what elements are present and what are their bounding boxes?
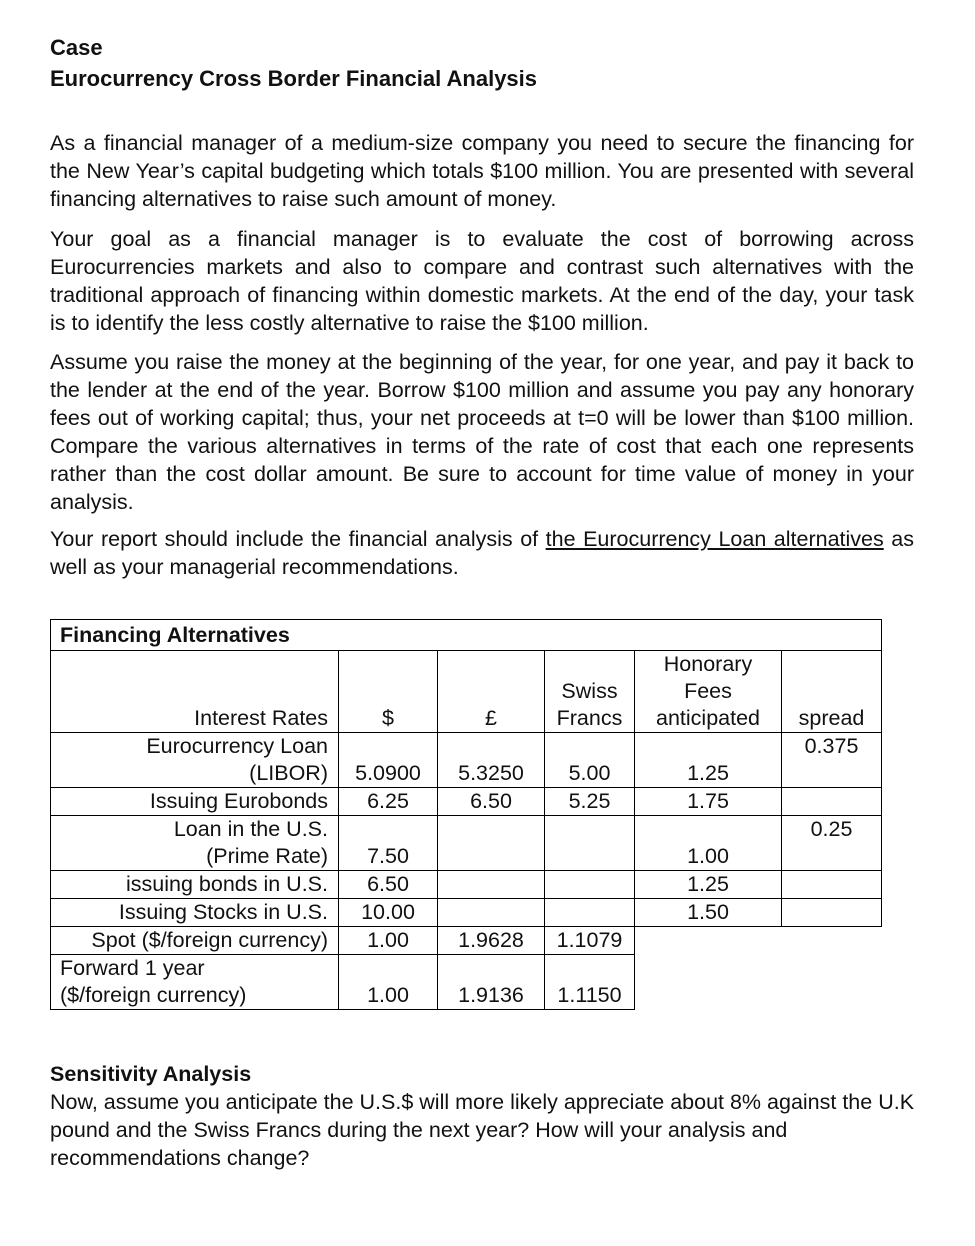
table-row xyxy=(51,927,882,955)
row-label-eurobonds: Issuing Eurobonds xyxy=(51,788,339,816)
table-title-row xyxy=(51,620,882,651)
row-label-us-loan xyxy=(51,816,339,871)
cell-chf xyxy=(545,816,635,871)
row-label-euro-loan xyxy=(51,733,339,788)
table-row xyxy=(51,816,882,871)
assumptions-paragraph: Assume you raise the money at the beginning of the year, for one year, and pay it back to the lender at the end of the year. Borrow $100 million and assume you pay any honorary fees out of working capital; thus, your net proceeds at t=0 will be lower than $100 million. Compare the various alternatives in terms of the rate of cost that each one represents rather than the cost dollar amount. Be sure to account for time value of money in your analysis. xyxy=(50,350,914,514)
table-row xyxy=(51,733,882,788)
cell-fees: 1.00 xyxy=(635,816,782,871)
header-chf xyxy=(545,651,635,733)
goal-paragraph: Your goal as a financial manager is to evaluate the cost of borrowing across Eurocurrencies markets and also to compare and contrast such alternatives with the traditional approach of financing within domestic markets. At the end of the day, your task is to identify the less costly alternative to raise the $100 million. xyxy=(50,227,914,335)
intro-paragraph: As a financial manager of a medium-size company you need to secure the financing for the New Year’s capital budgeting which totals $100 million. You are presented with several financing alternatives to raise such amount of money. xyxy=(50,131,914,211)
row-label-line: Eurocurrency Loan xyxy=(146,734,328,758)
table-header-row xyxy=(51,651,882,733)
sensitivity-heading: Sensitivity Analysis xyxy=(50,1062,252,1086)
cell-gbp xyxy=(438,871,545,899)
cell-chf xyxy=(545,899,635,927)
table-row xyxy=(51,899,882,927)
cell-fees: 1.75 xyxy=(635,788,782,816)
table-row xyxy=(51,788,882,816)
row-label-us-stocks: Issuing Stocks in U.S. xyxy=(51,899,339,927)
cell-gbp xyxy=(438,816,545,871)
cell-usd: 6.50 xyxy=(339,871,438,899)
cell-spread: 0.375 xyxy=(782,733,882,788)
header-gbp: £ xyxy=(438,651,545,733)
empty-cell xyxy=(782,955,882,1010)
cell-usd: 5.0900 xyxy=(339,733,438,788)
header-fees-line3: anticipated xyxy=(656,706,760,730)
row-label-line: (LIBOR) xyxy=(249,761,328,785)
cell-chf: 1.1079 xyxy=(545,927,635,955)
row-label-line: Forward 1 year xyxy=(60,956,205,980)
cell-spread xyxy=(782,899,882,927)
header-fees-line2: Fees xyxy=(684,679,732,703)
cell-chf: 5.25 xyxy=(545,788,635,816)
row-label-line: Loan in the U.S. xyxy=(173,817,328,841)
cell-gbp: 6.50 xyxy=(438,788,545,816)
row-label-forward xyxy=(51,955,339,1010)
cell-fees: 1.25 xyxy=(635,733,782,788)
row-label-line: (Prime Rate) xyxy=(206,844,328,868)
cell-gbp: 1.9136 xyxy=(438,955,545,1010)
sensitivity-body: Now, assume you anticipate the U.S.$ will more likely appreciate about 8% against the U.K pound and the Swiss Francs during the next year? How will your analysis and recommendations change? xyxy=(50,1090,915,1170)
header-chf-line1: Swiss xyxy=(561,679,618,703)
header-chf-line2: Francs xyxy=(556,706,623,730)
row-label-spot: Spot ($/foreign currency) xyxy=(51,927,339,955)
financing-alternatives-table xyxy=(50,619,882,1010)
empty-cell xyxy=(635,927,782,955)
cell-spread xyxy=(782,788,882,816)
cell-gbp: 1.9628 xyxy=(438,927,545,955)
header-interest-rates: Interest Rates xyxy=(51,651,339,733)
header-spread: spread xyxy=(782,651,882,733)
sensitivity-section xyxy=(50,1060,920,1172)
cell-gbp xyxy=(438,899,545,927)
table-title: Financing Alternatives xyxy=(51,620,882,651)
report-paragraph xyxy=(50,525,914,581)
cell-chf: 1.1150 xyxy=(545,955,635,1010)
cell-usd: 1.00 xyxy=(339,927,438,955)
report-text-after: as well as your managerial recommendations. xyxy=(50,527,914,579)
cell-chf: 5.00 xyxy=(545,733,635,788)
cell-fees: 1.25 xyxy=(635,871,782,899)
cell-spread: 0.25 xyxy=(782,816,882,871)
cell-chf xyxy=(545,871,635,899)
cell-usd: 10.00 xyxy=(339,899,438,927)
case-label: Case xyxy=(50,35,103,60)
cell-usd: 7.50 xyxy=(339,816,438,871)
cell-fees: 1.50 xyxy=(635,899,782,927)
empty-cell xyxy=(782,927,882,955)
table-row xyxy=(51,871,882,899)
empty-cell xyxy=(635,955,782,1010)
title-block xyxy=(50,32,537,94)
cell-usd: 6.25 xyxy=(339,788,438,816)
page-title: Eurocurrency Cross Border Financial Analysis xyxy=(50,66,538,91)
header-fees-line1: Honorary xyxy=(663,652,753,676)
report-text-before: Your report should include the financial analysis of xyxy=(50,527,546,551)
cell-gbp: 5.3250 xyxy=(438,733,545,788)
row-label-line: ($/foreign currency) xyxy=(60,983,247,1007)
header-usd: $ xyxy=(339,651,438,733)
row-label-us-bonds: issuing bonds in U.S. xyxy=(51,871,339,899)
eurocurrency-loan-link: the Eurocurrency Loan alternatives xyxy=(545,527,884,551)
cell-spread xyxy=(782,871,882,899)
cell-usd: 1.00 xyxy=(339,955,438,1010)
header-fees xyxy=(635,651,782,733)
table-row xyxy=(51,955,882,1010)
